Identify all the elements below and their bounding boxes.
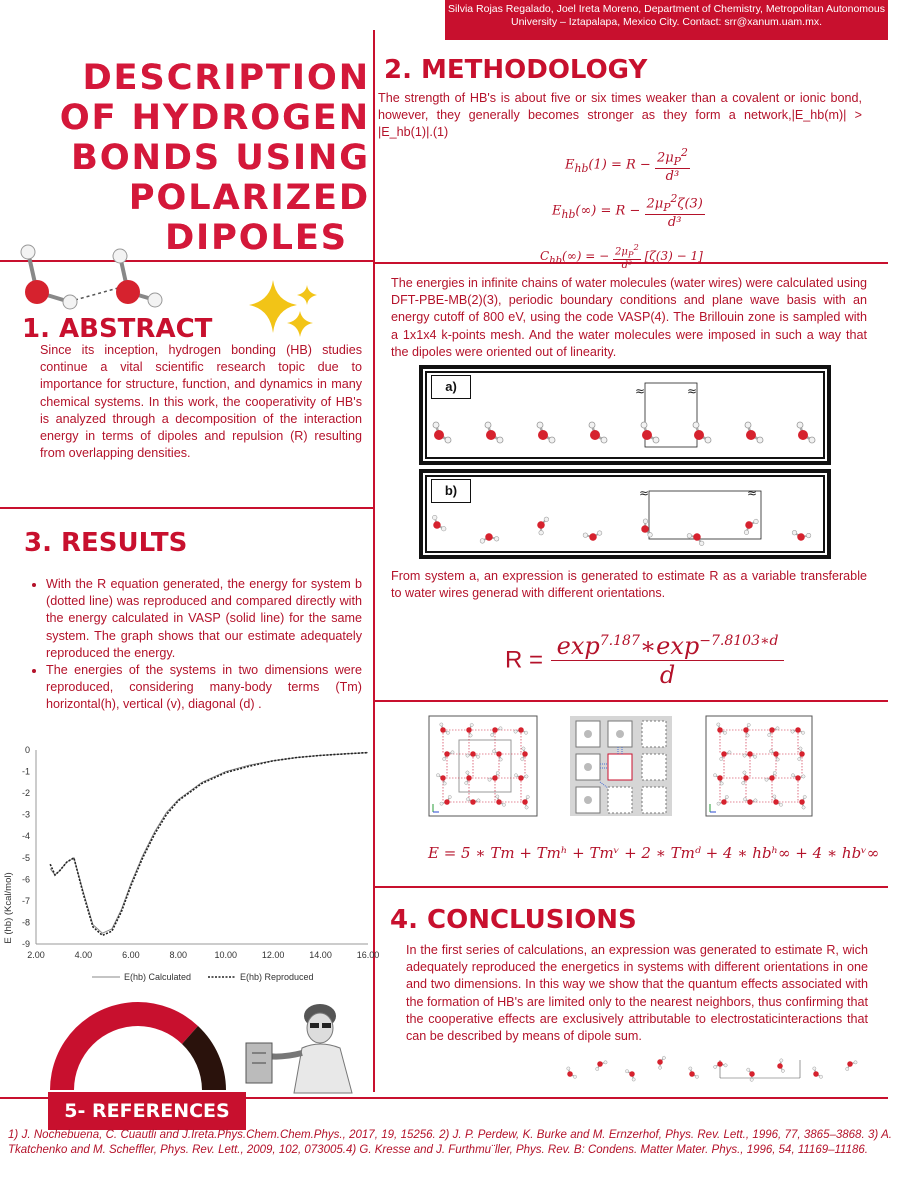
water-dimer-illustration bbox=[10, 242, 170, 312]
water-molecule bbox=[433, 422, 451, 443]
svg-text:≈: ≈ bbox=[687, 384, 698, 398]
water-molecule bbox=[689, 1067, 699, 1079]
y-tick-label: -7 bbox=[21, 895, 30, 906]
donut-graphic bbox=[48, 1000, 228, 1092]
results-bullet: • With the R equation generated, the energy for system b (dotted line) was reproduced and compared directly with the energy calculated in VASP (solid line) for the same system. The graph shows that our estimate adequately reproduced the energy. bbox=[46, 576, 362, 662]
water-molecule bbox=[743, 1068, 756, 1082]
water-molecule bbox=[693, 422, 711, 443]
water-wire-panel-a bbox=[419, 365, 831, 465]
x-tick-label: 10.00 bbox=[214, 950, 237, 960]
eq-denominator: d³ bbox=[667, 214, 682, 230]
water-molecule bbox=[485, 422, 503, 443]
results-bullet: • The energies of the systems in two dimensions were reproduced, considering many-body terms (Tm) horizontal(h), vertical (v), diagonal (d) . bbox=[46, 662, 362, 714]
water-molecule bbox=[797, 422, 815, 443]
y-tick-label: -3 bbox=[21, 809, 30, 820]
water-molecule bbox=[742, 519, 760, 535]
svg-text:≈: ≈ bbox=[639, 486, 650, 500]
x-tick-label: 14.00 bbox=[309, 950, 332, 960]
water-molecule bbox=[534, 516, 554, 536]
title-line: DESCRIPTION bbox=[82, 58, 370, 98]
eq-numerator: 2μ bbox=[646, 196, 664, 212]
system-text: From system a, an expression is generated to estimate R as a variable transferable to water wires generad with different orientations. bbox=[391, 569, 867, 601]
poster-title bbox=[40, 58, 370, 258]
eq-numerator: 2μ bbox=[614, 246, 628, 258]
equation-ehb1: $E_{hb}(1) = R$ − $\frac{2\mu_P^2}{\text{d³}}$ bbox=[565, 146, 688, 184]
y-tick-label: -4 bbox=[21, 831, 30, 842]
water-molecule bbox=[713, 1059, 728, 1073]
series-line bbox=[50, 753, 368, 936]
panel-label-a: a) bbox=[431, 375, 471, 399]
title-line: BONDS USING bbox=[71, 138, 370, 178]
x-tick-label: 4.00 bbox=[74, 950, 93, 960]
svg-text:≈: ≈ bbox=[635, 384, 646, 398]
energy-chart bbox=[0, 738, 380, 988]
abstract-heading: 1. ABSTRACT bbox=[22, 314, 213, 344]
energy-equation: E = 5 ∗ Tm + Tmʰ + Tmᵛ + 2 ∗ Tmᵈ + 4 ∗ hbʰ∞ + 4 ∗ hbᵛ∞ bbox=[428, 844, 880, 862]
y-tick-label: -8 bbox=[21, 917, 30, 928]
legend-label: E(hb) Reproduced bbox=[240, 972, 314, 982]
water-molecule bbox=[589, 422, 607, 443]
equation-chb: $C_{hb}(\infty)$ = − $\frac{2\mu_P^2}{\text{d³}}$ [ζ(3) − 1] bbox=[540, 242, 703, 272]
water-molecule bbox=[791, 524, 811, 545]
eq-subscript: hb bbox=[574, 162, 589, 176]
r-eq-exp: −7.8103∗d bbox=[699, 633, 779, 649]
author-header: Silvia Rojas Regalado, Joel Ireta Moreno, Department of Chemistry, Metropolitan Autonomous University – Iztapalapa, Mexico City. Contact: srr@xanum.uam.mx. bbox=[445, 0, 888, 40]
r-eq-term: exp bbox=[556, 632, 600, 660]
title-line: POLARIZED bbox=[128, 178, 370, 218]
legend-label: E(hb) Calculated bbox=[124, 972, 192, 982]
y-tick-label: -2 bbox=[21, 788, 30, 799]
lattice-image-schematic bbox=[570, 716, 672, 816]
eq-symbol: E bbox=[565, 157, 575, 173]
water-wire-panel-b bbox=[419, 469, 831, 559]
eq-text: (1) = R − bbox=[588, 157, 651, 173]
lattice-image-v bbox=[706, 716, 812, 816]
abstract-text: Since its inception, hydrogen bonding (HB) studies continue a vital scientific research topic due to importance for structure, function, and dynamics in many chemical systems. In this work, the cooperativity of HB's is analyzed through a decomposition of the interaction energy in terms of dipoles and repulsion (R) resulting from overlapping densities. bbox=[40, 343, 362, 461]
water-molecule bbox=[641, 422, 659, 443]
eq-tail: [ζ(3) − 1] bbox=[644, 249, 703, 264]
water-molecule bbox=[639, 518, 657, 537]
eq-subscript: hb bbox=[561, 208, 576, 222]
r-eq-exp: 7.187 bbox=[599, 633, 640, 649]
water-molecule bbox=[582, 524, 602, 544]
x-tick-label: 8.00 bbox=[169, 950, 188, 960]
eq-symbol: E bbox=[552, 203, 562, 219]
water-molecule bbox=[846, 1061, 858, 1071]
x-tick-label: 12.00 bbox=[261, 950, 285, 960]
results-text bbox=[28, 576, 362, 714]
eq-numerator: 2μ bbox=[656, 150, 674, 166]
divider-abstract bbox=[0, 507, 374, 509]
y-tick-label: -6 bbox=[21, 874, 30, 885]
r-eq-denominator: d bbox=[659, 661, 676, 689]
r-eq-term: ∗exp bbox=[639, 632, 700, 660]
equation-ehb-inf: $E_{hb}(\infty) = R$ − $\frac{2\mu_P^2\zeta(3)}{\text{d³}}$ bbox=[552, 192, 703, 230]
references-heading: 5- REFERENCES bbox=[48, 1092, 246, 1130]
water-molecule bbox=[596, 1061, 608, 1071]
eq-denominator: d³ bbox=[621, 260, 633, 272]
water-molecule bbox=[479, 530, 499, 550]
methodology-heading: 2. METHODOLOGY bbox=[384, 55, 648, 85]
y-tick-label: -5 bbox=[21, 852, 30, 863]
references-text: 1) J. Nochebuena, C. Cuautli and J.Ireta.Phys.Chem.Chem.Phys., 2017, 19, 15256. 2) J. P. Perdew, K. Burke and M. Ernzerhof, Phys. Rev. Lett., 1996, 77, 3865–3868. 3) A. Tkatchenko and M. Scheffler, Phys. Rev. Lett., 2009, 102, 073005.4) G. Kresse and J. Furthmu¨ller, Phys. Rev. B: Condens. Matter Mater. Phys., 1996, 54, 11169–11186. bbox=[8, 1129, 892, 1156]
water-molecule bbox=[567, 1067, 577, 1079]
y-tick-label: 0 bbox=[24, 745, 30, 755]
eq-numerator-tail: ζ(3) bbox=[677, 196, 703, 212]
x-tick-label: 2.00 bbox=[27, 950, 45, 960]
water-molecule bbox=[686, 530, 704, 549]
methodology-intro: The strength of HB's is about five or six times weaker than a covalent or ionic bond, however, they generally becomes stronger as they form a network,|E_hb(m)| > |E_hb(1)|.(1) bbox=[378, 91, 862, 140]
water-molecule bbox=[433, 515, 447, 531]
r-equation bbox=[505, 632, 784, 689]
water-molecule bbox=[625, 1070, 635, 1082]
conclusions-text: In the first series of calculations, an expression was generated to estimate R, wich adequately reproduced the energetics in systems with different orientations in one and two dimensions. In this way we show that the quantum effects associated with the formation of HB's are limited only to the nearest neighbors, thus confirming that the cooperative effects are exclusively attributable to electrostaticinteractions that can be described by means of dipole sum. bbox=[406, 943, 868, 1044]
water-molecule bbox=[745, 422, 763, 443]
water-molecule bbox=[813, 1067, 823, 1079]
x-tick-label: 6.00 bbox=[122, 950, 140, 960]
x-tick-label: 16.00 bbox=[356, 950, 380, 960]
water-wire-strip bbox=[560, 1050, 870, 1085]
results-heading: 3. RESULTS bbox=[24, 528, 188, 558]
y-tick-label: -1 bbox=[21, 766, 30, 777]
y-tick-label: -9 bbox=[21, 939, 30, 949]
eq-text: (∞) = − bbox=[562, 249, 610, 264]
divider-eq bbox=[374, 700, 888, 702]
sparkle-icon bbox=[245, 275, 330, 340]
conclusions-heading: 4. CONCLUSIONS bbox=[390, 905, 637, 935]
r-eq-lhs: R = bbox=[505, 646, 544, 674]
title-line: OF HYDROGEN bbox=[59, 98, 370, 138]
methodology-details: The energies in infinite chains of water molecules (water wires) were calculated using DFT-PBE-MB(2)(3), periodic boundary conditions and plane wave basis with an energy cutoff of 800 eV, using the code VASP(4). The Brillouin zone is sampled with a 1x1x4 k-points mesh. And the water molecules were imposed in such a way that the dipoles were oriented out of linearity. bbox=[391, 276, 867, 359]
water-molecule bbox=[537, 422, 555, 443]
divider-conc bbox=[374, 886, 888, 888]
eq-denominator: d³ bbox=[665, 168, 680, 184]
water-molecule bbox=[655, 1056, 670, 1070]
water-molecule bbox=[775, 1058, 789, 1073]
lattice-image-h bbox=[429, 716, 537, 816]
scientist-photo bbox=[242, 998, 367, 1093]
panel-label-b: b) bbox=[431, 479, 471, 503]
eq-text: (∞) = R − bbox=[575, 203, 641, 219]
title-line: DIPOLES bbox=[165, 218, 348, 258]
chart-ylabel: E (hb) (Kcal/mol) bbox=[3, 872, 14, 944]
svg-text:≈: ≈ bbox=[747, 486, 758, 500]
eq-symbol: C bbox=[540, 249, 550, 264]
eq-subscript: hb bbox=[549, 255, 563, 267]
